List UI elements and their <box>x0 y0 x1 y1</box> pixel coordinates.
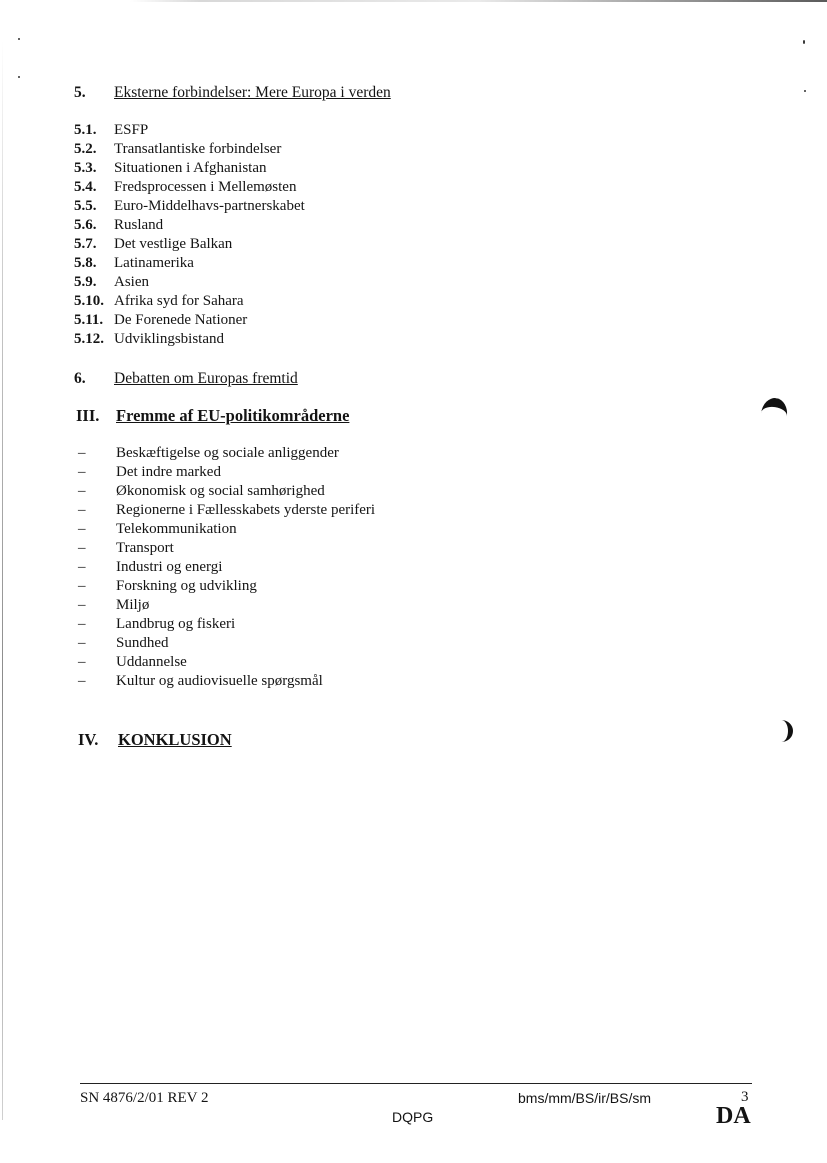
scan-speck <box>803 40 805 44</box>
item-label: Fredsprocessen i Mellemøsten <box>114 179 297 195</box>
list-dash: – <box>78 521 86 537</box>
document-reference: SN 4876/2/01 REV 2 <box>80 1090 209 1106</box>
section-number: 5. <box>74 84 86 101</box>
page-number: 3 <box>741 1089 749 1105</box>
list-dash: – <box>78 597 86 613</box>
item-label: De Forenede Nationer <box>114 312 248 328</box>
item-number: 5.1. <box>74 122 97 138</box>
item-label: Forskning og udvikling <box>116 578 257 594</box>
list-dash: – <box>78 483 86 499</box>
item-number: 5.9. <box>74 274 97 290</box>
list-dash: – <box>78 654 86 670</box>
item-label: Asien <box>114 274 149 290</box>
item-number: 5.12. <box>74 331 104 347</box>
item-label: Regionerne i Fællesskabets yderste periferi <box>116 502 376 518</box>
item-number: 5.11. <box>74 312 104 328</box>
item-label: ESFP <box>114 122 149 138</box>
item-label: Uddannelse <box>116 654 187 670</box>
item-label: Situationen i Afghanistan <box>114 160 267 176</box>
department-code: DQPG <box>392 1109 434 1125</box>
scan-speck <box>804 90 806 92</box>
item-label: Telekommunikation <box>116 521 237 537</box>
item-label: Latinamerika <box>114 255 194 271</box>
item-label: Udviklingsbistand <box>114 331 225 347</box>
section-number: III. <box>76 406 100 425</box>
item-label: Sundhed <box>116 635 169 651</box>
list-dash: – <box>78 559 86 575</box>
item-number: 5.4. <box>74 179 97 195</box>
item-number: 5.7. <box>74 236 97 252</box>
section-title: KONKLUSION <box>118 730 232 749</box>
list-dash: – <box>78 445 86 461</box>
section-number: IV. <box>78 730 99 749</box>
footer-divider <box>80 1083 752 1084</box>
item-number: 5.6. <box>74 217 97 233</box>
item-label: Euro-Middelhavs-partnerskabet <box>114 198 305 214</box>
section-title: Fremme af EU-politikområderne <box>116 406 350 425</box>
punch-hole-mark <box>770 720 793 742</box>
language-code: DA <box>716 1103 751 1129</box>
scan-left-edge <box>2 40 3 1120</box>
item-label: Økonomisk og social samhørighed <box>116 483 325 499</box>
item-label: Afrika syd for Sahara <box>114 293 244 309</box>
list-dash: – <box>78 464 86 480</box>
item-label: Kultur og audiovisuelle spørgsmål <box>116 673 323 689</box>
scan-top-edge <box>130 0 827 2</box>
item-number: 5.2. <box>74 141 97 157</box>
item-number: 5.10. <box>74 293 104 309</box>
author-initials: bms/mm/BS/ir/BS/sm <box>518 1090 652 1106</box>
scan-speck <box>18 38 20 40</box>
section-title: Eksterne forbindelser: Mere Europa i verden <box>114 84 391 101</box>
list-dash: – <box>78 502 86 518</box>
item-label: Transport <box>116 540 174 556</box>
item-label: Det indre marked <box>116 464 221 480</box>
section-title: Debatten om Europas fremtid <box>114 370 298 387</box>
list-dash: – <box>78 673 86 689</box>
item-label: Det vestlige Balkan <box>114 236 233 252</box>
item-number: 5.8. <box>74 255 97 271</box>
item-label: Industri og energi <box>116 559 223 575</box>
punch-hole-mark <box>759 396 789 432</box>
scan-speck <box>18 76 20 78</box>
item-number: 5.3. <box>74 160 97 176</box>
item-label: Transatlantiske forbindelser <box>114 141 282 157</box>
section-number: 6. <box>74 370 86 387</box>
list-dash: – <box>78 540 86 556</box>
list-dash: – <box>78 578 86 594</box>
list-dash: – <box>78 635 86 651</box>
item-label: Beskæftigelse og sociale anliggender <box>116 445 339 461</box>
list-dash: – <box>78 616 86 632</box>
item-label: Miljø <box>116 597 150 613</box>
item-label: Rusland <box>114 217 164 233</box>
item-number: 5.5. <box>74 198 97 214</box>
item-label: Landbrug og fiskeri <box>116 616 236 632</box>
